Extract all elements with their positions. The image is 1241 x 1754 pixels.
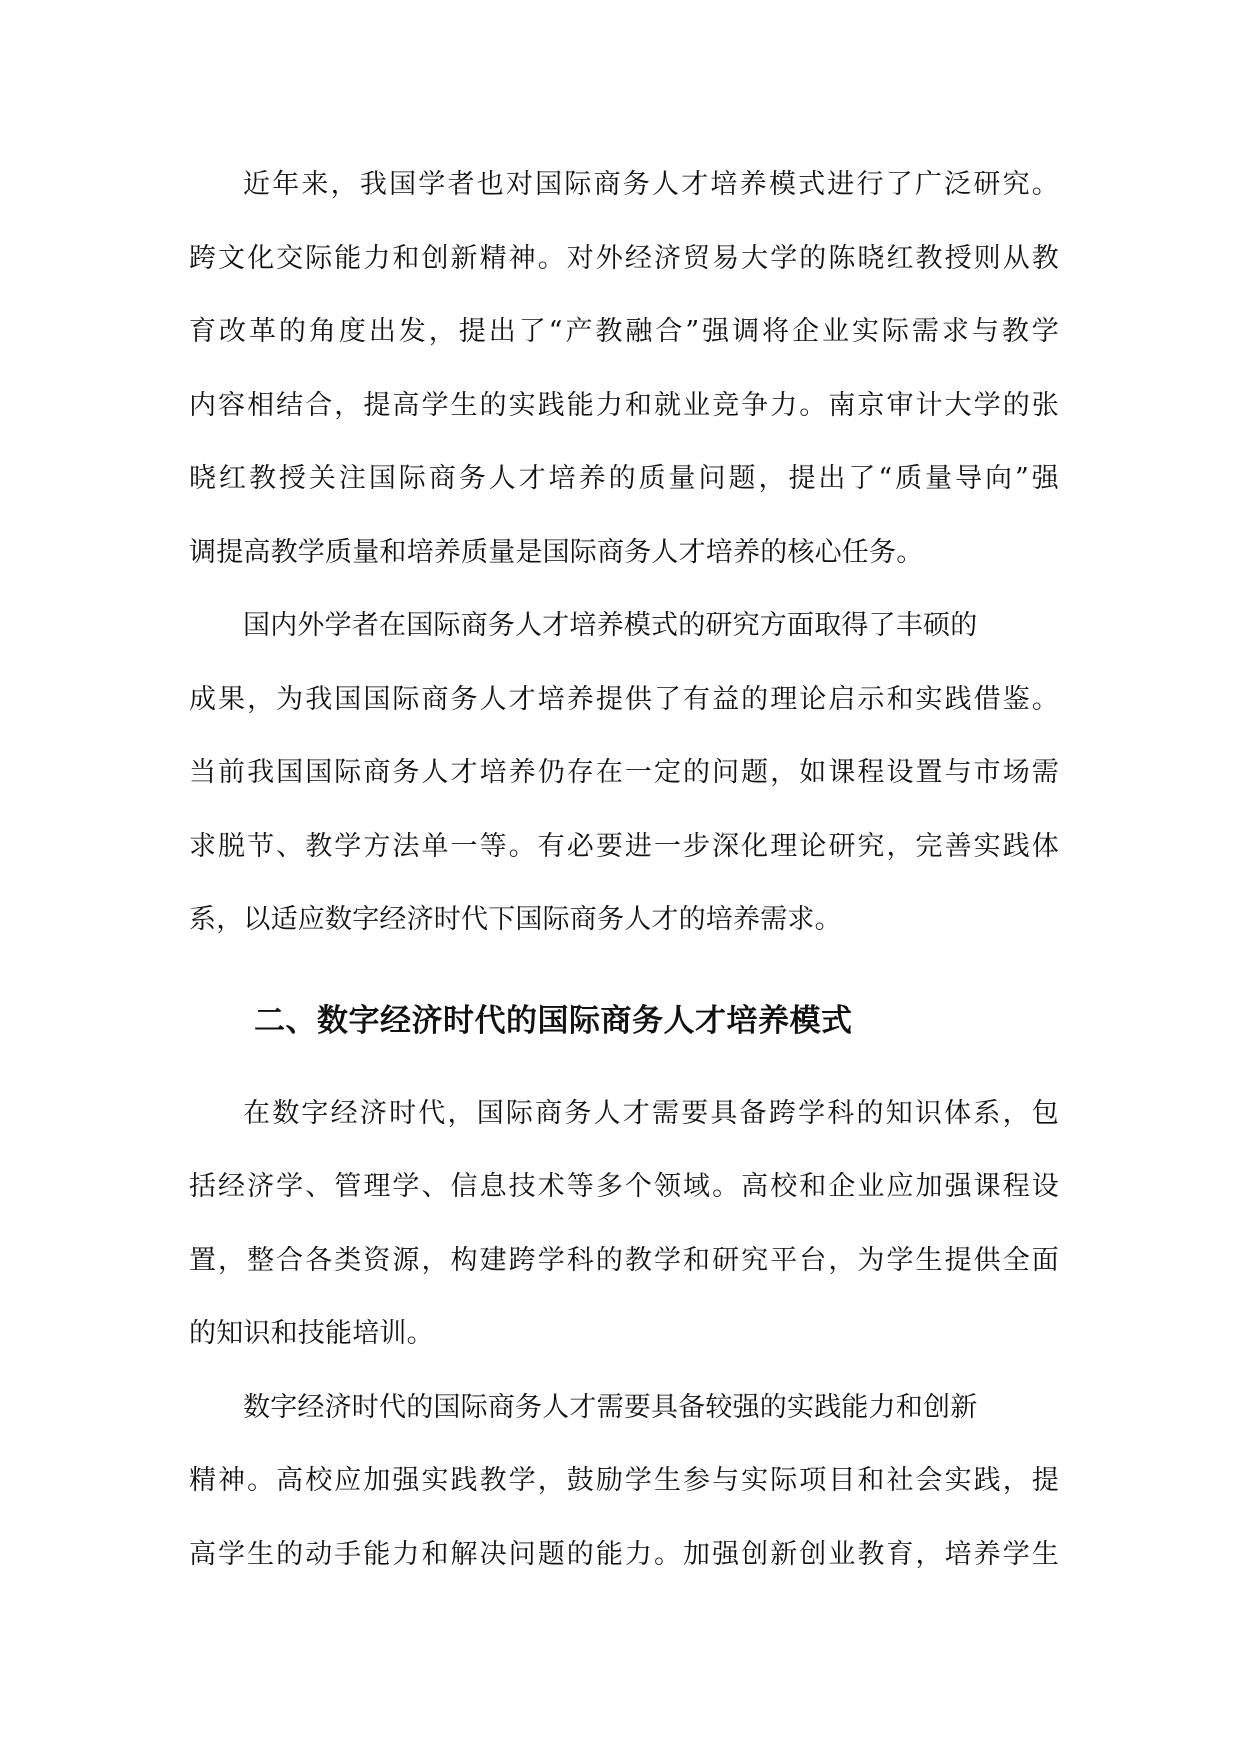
paragraph [189,589,1059,957]
paragraph-line: 国内外学者在国际商务人才培养模式的研究方面取得了丰硕的 [243,610,978,641]
paragraph-line: 数字经济时代的国际商务人才需要具备较强的实践能力和创新 [243,1391,978,1423]
paragraph-line: 系，以适应数字经济时代下国际商务人才的培养需求。 [189,904,842,935]
paragraph-line: 高学生的动手能力和解决问题的能力。加强创新创业教育，培养学生 [189,1538,1059,1570]
paragraph-line: 的知识和技能培训。 [189,1318,434,1349]
paragraph-line: 调提高教学质量和培养质量是国际商务人才培养的核心任务。 [189,536,924,568]
paragraph-line: 近年来，我国学者也对国际商务人才培养模式进行了广泛研究。 [243,169,1059,200]
paragraph-line: 求脱节、教学方法单一等。有必要进一步深化理论研究，完善实践体 [189,830,1059,862]
paragraph [189,148,1059,589]
paragraph [189,1371,1059,1592]
paragraph-line: 在数字经济时代，国际商务人才需要具备跨学科的知识体系，包 [243,1097,1059,1129]
paragraph [189,1077,1059,1371]
paragraph-line: 内容相结合，提高学生的实践能力和就业竞争力。南京审计大学的张 [189,389,1059,421]
paragraph-line: 置，整合各类资源，构建跨学科的教学和研究平台，为学生提供全面 [189,1244,1059,1276]
paragraph-line: 育改革的角度出发，提出了“产教融合”强调将企业实际需求与教学 [189,316,1059,347]
paragraph-line: 跨文化交际能力和创新精神。对外经济贸易大学的陈晓红教授则从教 [189,242,1059,274]
section-heading: 二、数字经济时代的国际商务人才培养模式 [254,1002,853,1039]
paragraph-line: 当前我国国际商务人才培养仍存在一定的问题，如课程设置与市场需 [189,757,1059,788]
paragraph-line: 成果，为我国国际商务人才培养提供了有益的理论启示和实践借鉴。 [189,683,1059,715]
paragraph-line: 括经济学、管理学、信息技术等多个领域。高校和企业应加强课程设 [189,1171,1059,1202]
paragraph-line: 晓红教授关注国际商务人才培养的质量问题，提出了“质量导向”强 [189,463,1059,494]
document-body [189,148,1059,1591]
paragraph-line: 精神。高校应加强实践教学，鼓励学生参与实际项目和社会实践，提 [189,1465,1059,1496]
